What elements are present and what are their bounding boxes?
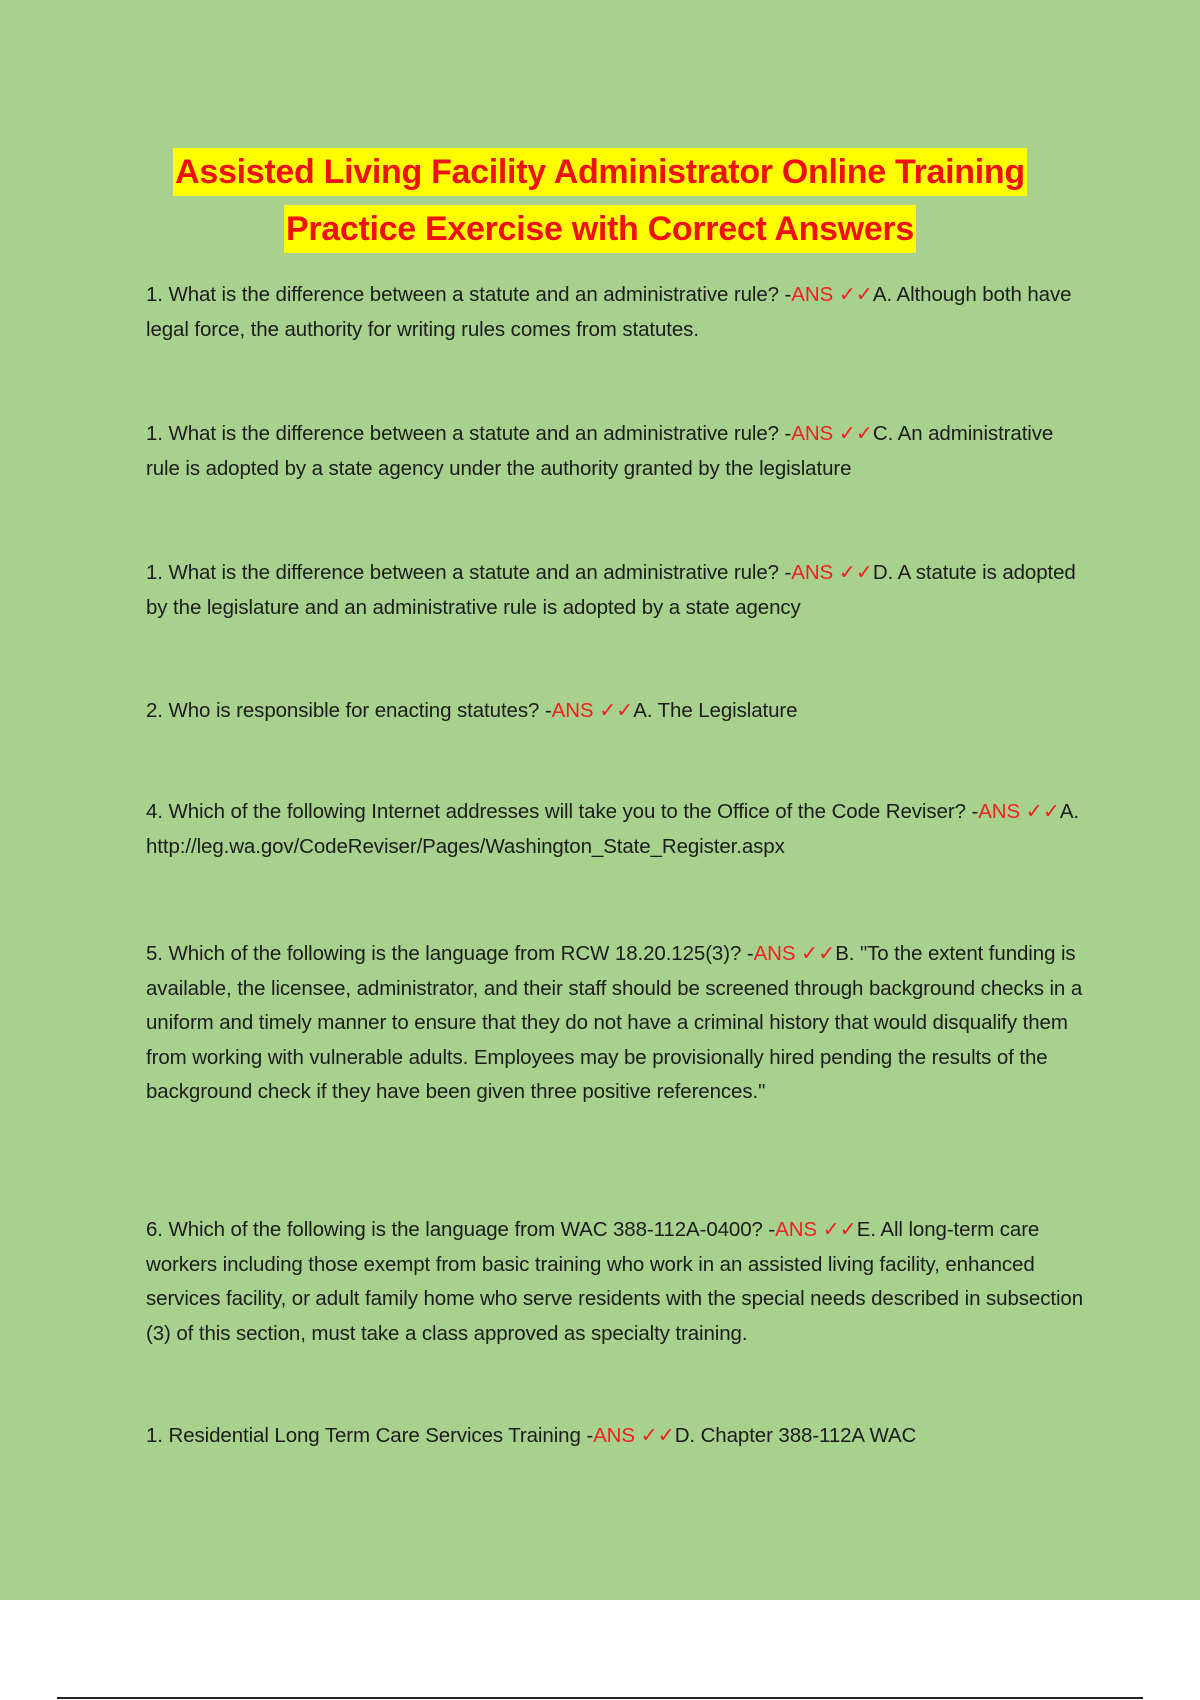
qa-item: [146, 556, 1086, 625]
qa-item: [146, 417, 1086, 486]
question-text: 2. Who is responsible for enacting statutes? -: [146, 699, 552, 722]
qa-item: [146, 795, 1086, 864]
ans-label: ANS ✓✓: [753, 942, 836, 965]
qa-item: [146, 937, 1086, 1110]
question-text: 6. Which of the following is the language from WAC 388-112A-0400? -: [146, 1218, 776, 1241]
answer-text: B. "To the extent funding is available, the licensee, administrator, and their staff should be screened through background checks in a uniform and timely manner to ensure that they do not have a criminal history that would disqualify them from working with vulnerable adults. Employees may be provisionally hired pending the results of the background check if they have been given three positive references.": [146, 942, 1083, 1103]
document-title: [0, 148, 1200, 262]
answer-text: A. http://leg.wa.gov/CodeReviser/Pages/Washington_State_Register.aspx: [146, 800, 1079, 858]
answer-text: A. The Legislature: [633, 699, 798, 722]
qa-item: [146, 278, 1086, 347]
qa-item: [146, 1419, 1086, 1454]
ans-label: ANS ✓✓: [775, 1218, 857, 1241]
ans-label: ANS ✓✓: [791, 561, 873, 584]
ans-label: ANS ✓✓: [978, 800, 1060, 823]
qa-item: [146, 1213, 1086, 1351]
answer-text: E. All long-term care workers including those exempt from basic training who work in an assisted living facility, enhanced services facility, or adult family home who serve residents with the special needs described in subsection (3) of this section, must take a class approved as specialty training.: [146, 1218, 1084, 1345]
question-text: 1. What is the difference between a statute and an administrative rule? -: [146, 283, 792, 306]
ans-label: ANS ✓✓: [791, 283, 873, 306]
answer-text: C. An administrative rule is adopted by a state agency under the authority granted by the legislature: [146, 422, 1054, 480]
question-text: 4. Which of the following Internet addresses will take you to the Office of the Code Reviser? -: [146, 800, 979, 823]
question-text: 1. What is the difference between a statute and an administrative rule? -: [146, 422, 792, 445]
ans-label: ANS ✓✓: [791, 422, 873, 445]
title-line-1: Assisted Living Facility Administrator Online Training: [173, 148, 1027, 196]
qa-item: [146, 694, 1086, 729]
answer-text: D. Chapter 388-112A WAC: [674, 1424, 917, 1447]
answer-text: A. Although both have legal force, the authority for writing rules comes from statutes.: [146, 283, 1072, 341]
question-text: 5. Which of the following is the language from RCW 18.20.125(3)? -: [146, 942, 754, 965]
ans-label: ANS ✓✓: [551, 699, 634, 722]
question-text: 1. What is the difference between a statute and an administrative rule? -: [146, 561, 792, 584]
ans-label: ANS ✓✓: [593, 1424, 675, 1447]
title-line-2: Practice Exercise with Correct Answers: [284, 205, 916, 253]
footer-divider: [57, 1697, 1143, 1699]
answer-text: D. A statute is adopted by the legislature and an administrative rule is adopted by a state agency: [146, 561, 1076, 619]
question-text: 1. Residential Long Term Care Services Training -: [146, 1424, 594, 1447]
